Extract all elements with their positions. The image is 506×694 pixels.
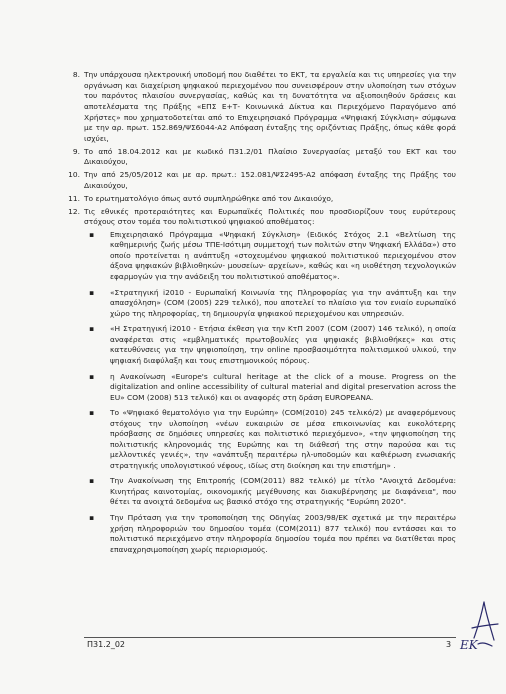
list-item [68,193,456,205]
item-number: 10. [68,170,80,180]
bullet-icon: ▪ [89,229,95,239]
handwritten-initials: ΕΚ [460,638,478,652]
bullet-text: η Ανακοίνωση «Europe's cultural heritage at the click of a mouse. Progress on the digitalization and online accessibility of cultural material and digital preservation across the EU» COM (2008) 513 τελικό) και οι αναφορές στη δράση EUROPEANA. [110,371,456,402]
footer-divider [84,637,456,638]
bullet-icon: ▪ [89,287,95,297]
page-number: 3 [446,640,452,649]
item-text: Το ερωτηματολόγιο όπως αυτό συμπληρώθηκε από τον Δικαιούχο, [84,193,334,203]
bullet-text: Το «Ψηφιακό θεματολόγιο για την Ευρώπη» (COM(2010) 245 τελικό/2) με αναφερόμενους στόχους την υλοποίηση «νέων ευκαιριών σε μέσα επικοινωνίας και ευκολότερης πρόσβασης σε δημόσιες υπηρεσίες και πολιτιστικό περιεχόμενο», «την ψηφιοποίηση της πολιτιστικής κληρονομιάς της Ευρώπης και τη διάθεσή της στην παρούσα και τις μελλοντικές γενιές», την «ανάπτυξη περαιτέρω ηλ-υποδομών και καθιέρωση ενωσιακής στρατηγικής υπολογιστικού νέφους, ιδίως στη διοίκηση και την επιστήμη» . [110,408,456,470]
bullet-item [84,230,456,283]
bullet-text: «Η Στρατηγική i2010 - Ετήσια έκθεση για την ΚτΠ 2007 (COM (2007) 146 τελικό), η οποία αναφέρεται στις «εμβληματικές πρωτοβουλίες για ψηφιακές βιβλιοθήκες» και στις κατευθύνσεις για την ψηφιοποίηση, την online προσβασιμότητα πολιτισμικού υλικού, την ψηφιακή διαφύλαξη και τους επιστημονικούς πόρους. [110,324,456,365]
list-item [72,146,456,168]
item-number: 12. [68,206,80,216]
list-item [68,170,456,191]
item-number: 11. [68,193,80,203]
bullet-icon: ▪ [89,513,95,523]
policy-bullet-list [84,230,456,555]
bullet-item [84,408,456,471]
item-text: Την από 25/05/2012 και με αρ. πρωτ.: 152.081/ΨΣ2495-Α2 απόφαση ένταξης της Πράξης του Δικαιούχου, [84,170,456,190]
bullet-item [84,476,456,508]
bullet-item [84,372,456,404]
list-item [72,70,456,145]
bullet-text: Την Ανακοίνωση της Επιτροπής (COM(2011) 882 τελικό) με τίτλο "Ανοιχτά Δεδομένα: Κινητήρας καινοτομίας, οικονομικής μεγέθυνσης και διακυβέρνησης με διαφάνεια", που θέτει τα ανοιχτά δεδομένα ως βασικό στόχο της στρατηγικής "Ευρώπη 2020". [110,476,456,507]
bullet-item [84,324,456,366]
considerations-list [68,70,456,560]
item-text: Την υπάρχουσα ηλεκτρονική υποδομή που διαθέτει το ΕΚΤ, τα εργαλεία και τις υπηρεσίες για την οργάνωση και διαχείριση ψηφιακού περιεχομένου που συνεισφέρουν στην υλοποίηση των στόχων του παρόντος πλαισίου συνεργασίας, καθώς και τη δυνατότητα να αξιοποιηθούν δράσεις και αποτελέσματα της Πράξης «ΕΠΣ Ε+Τ- Κοινωνικά Δίκτυα και Περιεχόμενο Παραγόμενο από Χρήστες» που χρηματοδοτείται από το Επιχειρησιακό Πρόγραμμα «Ψηφιακή Σύγκλιση» σύμφωνα με την αρ. πρωτ. 152.869/ΨΣ6044-Α2 Απόφαση ένταξης της οριζόντιας Πράξης, όπως κάθε φορά ισχύει, [84,70,456,143]
item-text: Το από 18.04.2012 και με κωδικό Π31.2/01 Πλαίσιο Συνεργασίας μεταξύ του ΕΚΤ και του Δικαιούχου, [84,146,456,167]
bullet-text: Την Πρόταση για την τροποποίηση της Οδηγίας 2003/98/ΕΚ σχετικά με την περαιτέρω χρήση πληροφοριών του δημοσίου τομέα (COM(2011) 877 τελικό) που εντάσσει και το πολιτιστικό περιεχόμενο στην πληροφορία δημοσίου τομέα που πρέπει να διατίθεται προς επαναχρησιμοποίηση χωρίς περιορισμούς. [110,513,456,554]
item-number: 9. [72,146,80,156]
item-number: 8. [72,70,80,79]
item-text: Τις εθνικές προτεραιότητες και Ευρωπαϊκές Πολιτικές που προσδιορίζουν τους ευρύτερους στόχους στον τομέα του πολιτιστικού ψηφιακού αποθέματος: [84,206,456,227]
list-item [68,206,456,555]
bullet-item [84,288,456,320]
bullet-icon: ▪ [89,371,95,381]
document-code: Π31.2_02 [87,640,126,649]
bullet-text: Επιχειρησιακό Πρόγραμμα «Ψηφιακή Σύγκλιση» (Ειδικός Στόχος 2.1 «Βελτίωση της καθημερινής ζωής μέσω ΤΠΕ-Ισότιμη συμμετοχή των πολιτών στην Ψηφιακή Ελλάδα») στο οποίο προτείνεται η ανάπτυξη «στοχευμένου ψηφιακού πολιτιστικού περιεχομένου στον άξονα ψηφιακών βιβλιοθηκών- μουσείων- αρχείων», καθώς και «η υιοθέτηση τεχνολογικών εφαρμογών για την ανάδειξη του πολιτιστικού αποθέματος». [110,229,456,281]
bullet-text: «Στρατηγική i2010 - Ευρωπαϊκή Κοινωνία της Πληροφορίας για την ανάπτυξη και την απασχόληση» (COM (2005) 229 τελικό), που αποτελεί το πλαίσιο για τον ενιαίο ευρωπαϊκό χώρο της πληροφορίας, τη δημιουργία ψηφιακού περιεχομένου και υπηρεσιών. [110,287,456,318]
bullet-icon: ▪ [89,408,95,418]
bullet-icon: ▪ [89,324,95,334]
bullet-icon: ▪ [89,476,95,486]
bullet-item [84,513,456,555]
